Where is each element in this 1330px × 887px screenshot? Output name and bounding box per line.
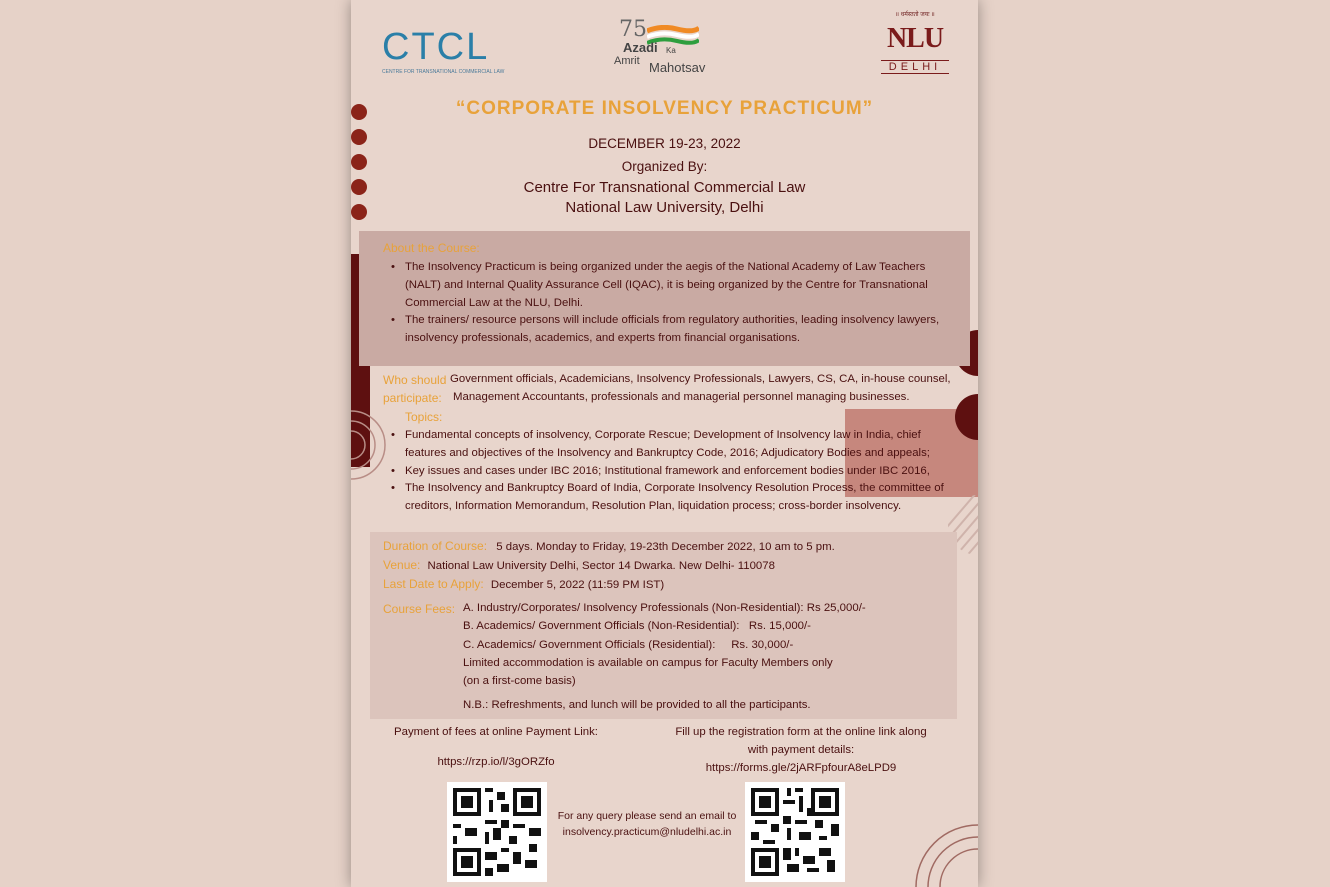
fee-academics-nonres: B. Academics/ Government Officials (Non-Residential): Rs. 15,000/- — [463, 620, 811, 633]
azadi-logo-amrit: Amrit — [614, 55, 640, 67]
about-list — [383, 259, 963, 348]
about-label: About the Course: — [383, 241, 480, 255]
query-email[interactable]: insolvency.practicum@nludelhi.ac.in — [562, 826, 732, 838]
query-info — [552, 808, 742, 840]
poster — [351, 0, 978, 887]
list-item: • The trainers/ resource persons will include officials from regulatory authorities, leading insolvency lawyers, insolvency professionals, academics, and experts from financial organisations. — [383, 312, 963, 348]
page-title: “CORPORATE INSOLVENCY PRACTICUM” — [455, 98, 874, 119]
duration-label: Duration of Course: — [383, 539, 488, 553]
fees-label: Course Fees: — [383, 602, 456, 616]
fee-industry: A. Industry/Corporates/ Insolvency Professionals (Non-Residential): Rs 25,000/- — [463, 602, 866, 614]
query-label: For any query please send an email to — [557, 810, 737, 822]
azadi-logo-mahotsav: Mahotsav — [649, 60, 706, 75]
payment-link[interactable]: https://rzp.io/l/3gORZfo — [437, 756, 555, 768]
ctcl-logo — [382, 26, 505, 77]
who-should-label — [383, 371, 446, 407]
who-label-line2: participate: — [383, 391, 442, 405]
fees-list — [463, 599, 866, 715]
duration-value: 5 days. Monday to Friday, 19-23th December 2022, 10 am to 5 pm. — [496, 541, 835, 553]
topics-list — [383, 427, 961, 516]
last-date-value: December 5, 2022 (11:59 PM IST) — [490, 579, 665, 591]
organizer-name: Centre For Transnational Commercial Law — [523, 179, 806, 196]
azadi-logo-number: 75 — [619, 17, 647, 42]
azadi-logo-word: Azadi — [623, 40, 658, 55]
registration-label-line2: with payment details: — [747, 744, 855, 756]
who-label-line1: Who should — [383, 373, 447, 387]
azadi-ka-amrit-mahotsav-logo — [613, 17, 723, 77]
accommodation-basis: (on a first-come basis) — [463, 675, 576, 688]
duration-row — [383, 538, 835, 556]
list-item: • The Insolvency and Bankruptcy Board of India, Corporate Insolvency Resolution Process, the committee of creditors, Information Memorandum, Resolution Plan, liquidation process; cross-border insolvency. — [383, 480, 961, 516]
who-line1: Government officials, Academicians, Insolvency Professionals, Lawyers, CS, CA, in-house counsel, — [450, 373, 951, 385]
venue-label: Venue: — [383, 558, 421, 572]
last-date-row — [383, 576, 664, 594]
registration-qr-code[interactable] — [745, 782, 845, 882]
topics-label: Topics: — [405, 410, 443, 424]
organized-by-label: Organized By: — [621, 159, 708, 174]
registration-info — [651, 723, 951, 777]
nlu-logo-delhi: DELHI — [881, 60, 949, 74]
nlu-logo-motto: ॥ धर्मस्ततो जयः ॥ — [895, 12, 935, 18]
qr-code-icon — [747, 784, 843, 880]
list-item: • Fundamental concepts of insolvency, Corporate Rescue; Development of Insolvency law in India, chief features and objectives of the Insolvency and Bankruptcy Code, 2016; Adjudicatory Bodies and appeals; — [383, 427, 961, 463]
course-details-section — [370, 532, 957, 719]
last-date-label: Last Date to Apply: — [383, 577, 484, 591]
bottom-ring — [916, 825, 978, 887]
refreshments-note: N.B.: Refreshments, and lunch will be provided to all the participants. — [463, 699, 811, 712]
ctcl-logo-text: CTCL — [382, 26, 490, 68]
payment-qr-code[interactable] — [447, 782, 547, 882]
list-item: • Key issues and cases under IBC 2016; Institutional framework and enforcement bodies under IBC 2016, — [383, 463, 961, 481]
event-dates: DECEMBER 19-23, 2022 — [588, 136, 741, 151]
university-name: National Law University, Delhi — [565, 199, 764, 216]
who-should-text — [450, 370, 951, 406]
registration-link[interactable]: https://forms.gle/2jARFpfourA8eLPD9 — [705, 762, 897, 774]
azadi-logo-ka: Ka — [666, 46, 676, 55]
who-line2: Management Accountants, professionals and managerial personnel managing businesses. — [453, 391, 910, 403]
nlu-logo-text: NLU — [886, 23, 944, 54]
ctcl-logo-subtitle: CENTRE FOR TRANSNATIONAL COMMERCIAL LAW — [382, 69, 505, 75]
venue-value: National Law University Delhi, Sector 14 Dwarka. New Delhi- 110078 — [427, 560, 775, 572]
fee-academics-res: C. Academics/ Government Officials (Residential): Rs. 30,000/- — [463, 638, 794, 651]
accommodation-note: Limited accommodation is available on campus for Faculty Members only — [463, 656, 833, 669]
nlu-delhi-logo — [881, 10, 949, 86]
payment-label: Payment of fees at online Payment Link: — [394, 726, 598, 738]
qr-code-icon — [449, 784, 545, 880]
list-item: • The Insolvency Practicum is being organized under the aegis of the National Academy of Law Teachers (NALT) and Internal Quality Assurance Cell (IQAC), it is being organized by the Centre for Transnational Commercial Law at the NLU, Delhi. — [383, 259, 963, 312]
about-section — [359, 231, 970, 366]
registration-label-line1: Fill up the registration form at the online link along — [675, 726, 927, 738]
venue-row — [383, 557, 775, 575]
